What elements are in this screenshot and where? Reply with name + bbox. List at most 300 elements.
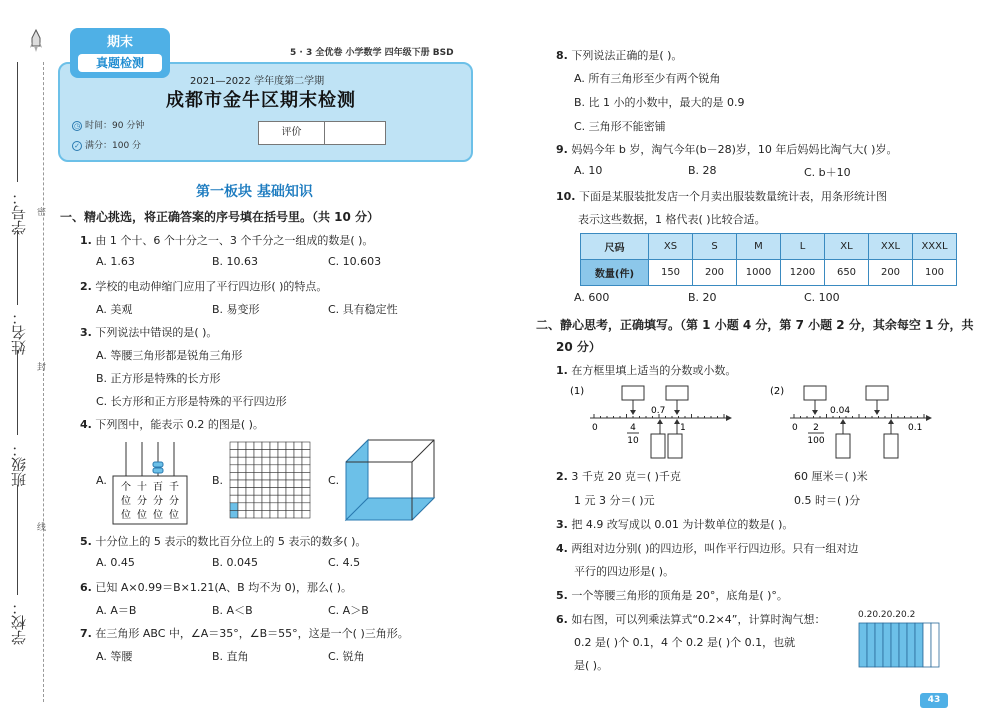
bar-label: 0.2 bbox=[858, 610, 873, 620]
q-num: 7. bbox=[80, 627, 92, 640]
grid-cell bbox=[246, 442, 254, 450]
table-cell: XL bbox=[825, 234, 869, 260]
abacus-bead bbox=[153, 468, 163, 473]
table-row bbox=[581, 234, 957, 260]
cube-figure[interactable] bbox=[344, 438, 436, 522]
question-1-10-cont: 表示这些数据，1 格代表( )比较合适。 bbox=[578, 213, 766, 226]
class-line[interactable] bbox=[17, 350, 18, 435]
abacus-label: 位 bbox=[169, 510, 179, 521]
abacus-label: 位 bbox=[137, 510, 147, 521]
arrow-head bbox=[674, 419, 680, 424]
option-a[interactable]: A. 等腰 bbox=[96, 650, 133, 663]
grid-cell bbox=[246, 495, 254, 503]
grid-cell bbox=[294, 480, 302, 488]
grid-cell bbox=[270, 480, 278, 488]
part1-heading: 一、精心挑选，将正确答案的序号填在括号里。（共 10 分） bbox=[60, 210, 380, 224]
grid-cell bbox=[302, 450, 310, 458]
badge-line1: 期末 bbox=[106, 35, 133, 50]
grid-cell bbox=[286, 465, 294, 473]
grid-cell bbox=[286, 480, 294, 488]
score-info bbox=[72, 138, 141, 151]
grid-cell bbox=[230, 472, 238, 480]
end-label: 0.1 bbox=[908, 423, 923, 433]
grid-cell bbox=[302, 442, 310, 450]
grid-cell bbox=[278, 480, 286, 488]
evaluation-label: 评价 bbox=[259, 122, 325, 144]
school-label: 学校： bbox=[10, 600, 28, 645]
q-text: 十分位上的 5 表示的数比百分位上的 5 表示的数多( )。 bbox=[95, 535, 367, 548]
grid-cell bbox=[230, 503, 238, 511]
grid-cell bbox=[270, 450, 278, 458]
question-1-6 bbox=[80, 579, 352, 595]
arrow-head bbox=[874, 410, 880, 415]
grid-cell bbox=[238, 488, 246, 496]
grid-cell bbox=[246, 457, 254, 465]
grid-cell bbox=[286, 503, 294, 511]
final-exam-badge bbox=[70, 28, 170, 78]
grid-cell bbox=[238, 442, 246, 450]
q-text: 下列图中，能表示 0.2 的图是( )。 bbox=[95, 418, 264, 431]
grid-cell bbox=[278, 503, 286, 511]
section-title: 第一板块 基础知识 bbox=[196, 184, 313, 200]
grid-cell bbox=[294, 442, 302, 450]
q-text: 已知 A×0.99＝B×1.21(A、B 均不为 0)，那么( )。 bbox=[95, 581, 353, 594]
grid-cell bbox=[286, 472, 294, 480]
q-num: 4. bbox=[556, 542, 568, 555]
grid-cell bbox=[294, 457, 302, 465]
q-text: 两组对边分别( )的四边形，叫作平行四边形。只有一组对边 bbox=[571, 542, 859, 555]
question-2-4 bbox=[556, 540, 858, 556]
grid-cell bbox=[238, 472, 246, 480]
option-c[interactable]: C. 100 bbox=[804, 291, 840, 304]
option-c[interactable]: C. 10.603 bbox=[328, 255, 382, 268]
grid-cell bbox=[270, 472, 278, 480]
number-line-arrow bbox=[926, 415, 932, 421]
bar-strip bbox=[899, 623, 907, 667]
grid-cell bbox=[230, 465, 238, 473]
grid-cell bbox=[254, 465, 262, 473]
q-num: 8. bbox=[556, 49, 568, 62]
abacus-label: 位 bbox=[121, 496, 131, 507]
grid-cell bbox=[286, 450, 294, 458]
table-header: 数量(件) bbox=[581, 260, 649, 286]
option-b[interactable]: B. 比 1 小的小数中，最大的是 0.9 bbox=[574, 96, 745, 109]
table-cell: XXXL bbox=[913, 234, 957, 260]
grid-cell bbox=[278, 488, 286, 496]
grid-cell bbox=[246, 480, 254, 488]
bar-strip bbox=[931, 623, 939, 667]
q-num: 3. bbox=[556, 518, 568, 531]
q-text: 3 千克 20 克＝( )千克 bbox=[571, 470, 681, 483]
grid-cell bbox=[286, 457, 294, 465]
q-text: 学校的电动伸缩门应用了平行四边形( )的特点。 bbox=[95, 280, 328, 293]
grid-cell bbox=[246, 472, 254, 480]
grid-cell bbox=[294, 465, 302, 473]
table-cell: 200 bbox=[693, 260, 737, 286]
question-1-7 bbox=[80, 625, 409, 641]
grid-cell bbox=[302, 465, 310, 473]
grid-cell bbox=[262, 495, 270, 503]
bar-strip bbox=[907, 623, 915, 667]
grid-cell bbox=[254, 480, 262, 488]
table-row bbox=[581, 260, 957, 286]
q-num: 6. bbox=[80, 581, 92, 594]
grid-cell bbox=[254, 503, 262, 511]
q-num: 9. bbox=[556, 143, 568, 156]
frac-denominator: 10 bbox=[627, 436, 639, 446]
grid-cell bbox=[262, 510, 270, 518]
abacus-figure[interactable] bbox=[112, 440, 188, 526]
sales-table bbox=[580, 233, 957, 286]
option-c[interactable]: C. bbox=[328, 474, 340, 487]
q-num: 2. bbox=[556, 470, 568, 483]
option-c[interactable]: C. 具有稳定性 bbox=[328, 303, 398, 316]
arrow-head bbox=[888, 419, 894, 424]
grid-cell bbox=[270, 495, 278, 503]
name-line[interactable] bbox=[17, 230, 18, 305]
option-c[interactable]: C. 锐角 bbox=[328, 650, 365, 663]
grid-cell bbox=[270, 488, 278, 496]
option-a[interactable]: A. 等腰三角形都是锐角三角形 bbox=[96, 349, 243, 362]
grid-cell bbox=[262, 472, 270, 480]
grid-cell bbox=[302, 503, 310, 511]
grid-cell bbox=[302, 488, 310, 496]
q-text: 下列说法中错误的是( )。 bbox=[95, 326, 218, 339]
grid-cell bbox=[302, 480, 310, 488]
grid-cell bbox=[294, 488, 302, 496]
q-num: 2. bbox=[80, 280, 92, 293]
table-cell: XXL bbox=[869, 234, 913, 260]
grid-cell bbox=[230, 480, 238, 488]
arrow-head bbox=[840, 419, 846, 424]
class-label: 班级： bbox=[10, 442, 28, 487]
hundred-grid-figure[interactable] bbox=[228, 440, 318, 520]
grid-cell bbox=[238, 495, 246, 503]
number-line-ticks bbox=[790, 414, 932, 421]
answer-box[interactable] bbox=[866, 386, 888, 400]
question-1-10 bbox=[556, 188, 887, 204]
table-cell: S bbox=[693, 234, 737, 260]
abacus-label: 个 bbox=[121, 482, 131, 493]
abacus-label: 千 bbox=[169, 482, 179, 493]
grid-cell bbox=[254, 457, 262, 465]
option-c[interactable]: C. 长方形和正方形是特殊的平行四边形 bbox=[96, 395, 287, 408]
book-meta: 5 · 3 全优卷 小学数学 四年级下册 BSD bbox=[290, 48, 454, 58]
option-a[interactable]: A. bbox=[96, 474, 107, 487]
answer-box[interactable] bbox=[666, 386, 688, 400]
abacus-label: 百 bbox=[153, 482, 163, 493]
question-2-3 bbox=[556, 516, 793, 532]
q-text: 下列说法正确的是( )。 bbox=[571, 49, 683, 62]
q-text: 在三角形 ABC 中，∠A＝35°，∠B＝55°，这是一个( )三角形。 bbox=[95, 627, 409, 640]
grid-cell bbox=[262, 480, 270, 488]
rocket-icon bbox=[30, 30, 42, 52]
question-1-9 bbox=[556, 141, 897, 157]
question-2-2d: 0.5 时＝( )分 bbox=[794, 494, 861, 507]
grid-cell bbox=[262, 465, 270, 473]
grid-cell bbox=[286, 442, 294, 450]
question-2-6-cont: 0.2 是( )个 0.1，4 个 0.2 是( )个 0.1，也就 bbox=[574, 636, 796, 649]
bar-strip bbox=[875, 623, 883, 667]
grid-cell bbox=[246, 450, 254, 458]
grid-cell bbox=[270, 503, 278, 511]
grid-cell bbox=[238, 510, 246, 518]
grid-cell bbox=[254, 472, 262, 480]
question-1-5 bbox=[80, 533, 366, 549]
grid-cell bbox=[254, 488, 262, 496]
grid-cell bbox=[278, 450, 286, 458]
grid-cell bbox=[238, 457, 246, 465]
name-label: 姓名： bbox=[10, 310, 28, 355]
table-cell: 150 bbox=[649, 260, 693, 286]
bar-strip bbox=[891, 623, 899, 667]
option-b[interactable]: B. 正方形是特殊的长方形 bbox=[96, 372, 221, 385]
question-1-3 bbox=[80, 324, 217, 340]
grid-cell bbox=[286, 510, 294, 518]
seal-char-xian: 线 bbox=[37, 523, 47, 533]
grid-cell bbox=[254, 495, 262, 503]
grid-cell bbox=[294, 510, 302, 518]
grid-cell bbox=[302, 510, 310, 518]
evaluation-box[interactable] bbox=[258, 121, 386, 145]
grid-cell bbox=[270, 510, 278, 518]
option-a[interactable]: A. 0.45 bbox=[96, 556, 135, 569]
bar-strip bbox=[867, 623, 875, 667]
exam-title: 成都市金牛区期末检测 bbox=[166, 90, 356, 111]
q-text: 如右图，可以列乘法算式“0.2×4”，计算时淘气想： bbox=[571, 613, 826, 626]
question-2-6 bbox=[556, 611, 825, 627]
grid-cell bbox=[294, 450, 302, 458]
question-1-2 bbox=[80, 278, 327, 294]
grid-cell bbox=[230, 450, 238, 458]
arrow-head bbox=[657, 419, 663, 424]
grid-cell bbox=[230, 495, 238, 503]
grid-cell bbox=[254, 442, 262, 450]
question-1-8 bbox=[556, 47, 682, 63]
option-b[interactable]: B. 易变形 bbox=[212, 303, 260, 316]
mark-label: 0.7 bbox=[651, 406, 666, 416]
abacus-label: 位 bbox=[153, 510, 163, 521]
grid-cell bbox=[286, 495, 294, 503]
abacus-label: 分 bbox=[137, 496, 147, 507]
option-b[interactable]: B. 10.63 bbox=[212, 255, 259, 268]
q-num: 5. bbox=[80, 535, 92, 548]
frac-numerator: 4 bbox=[630, 423, 636, 433]
answer-box[interactable] bbox=[804, 386, 826, 400]
grid-cell bbox=[278, 510, 286, 518]
question-1-4 bbox=[80, 416, 264, 432]
grid-cell bbox=[302, 472, 310, 480]
time-text: 时间：90 分钟 bbox=[85, 121, 145, 131]
grid-cell bbox=[270, 457, 278, 465]
q-num: 1. bbox=[556, 364, 568, 377]
option-c[interactable]: C. A＞B bbox=[328, 604, 369, 617]
table-cell: 1000 bbox=[737, 260, 781, 286]
clock-icon: ◷ bbox=[73, 122, 81, 130]
q-num: 1. bbox=[80, 234, 92, 247]
grid-cell bbox=[246, 503, 254, 511]
option-a[interactable]: A. A＝B bbox=[96, 604, 137, 617]
answer-box[interactable] bbox=[622, 386, 644, 400]
answer-box[interactable] bbox=[668, 434, 682, 458]
grid-cell bbox=[278, 495, 286, 503]
arrow-head bbox=[630, 410, 636, 415]
option-b[interactable]: B. bbox=[212, 474, 224, 487]
q-num: 6. bbox=[556, 613, 568, 626]
q-num: 4. bbox=[80, 418, 92, 431]
time-info bbox=[72, 118, 144, 131]
grid-cell bbox=[230, 488, 238, 496]
table-cell: 100 bbox=[913, 260, 957, 286]
table-cell: 200 bbox=[869, 260, 913, 286]
frac-denominator: 100 bbox=[807, 436, 825, 446]
seal-char-mi: 密 bbox=[37, 208, 47, 218]
question-2-6-cont2: 是( )。 bbox=[574, 659, 609, 672]
school-line[interactable] bbox=[17, 485, 18, 595]
bar-strip bbox=[883, 623, 891, 667]
grid-cell bbox=[246, 465, 254, 473]
zero-label: 0 bbox=[592, 423, 598, 433]
grid-cell bbox=[238, 480, 246, 488]
grid-cell bbox=[262, 503, 270, 511]
student-id-label: 学号： bbox=[10, 190, 28, 235]
question-2-4-cont: 平行的四边形是( )。 bbox=[574, 565, 675, 578]
table-cell: M bbox=[737, 234, 781, 260]
table-header: 尺码 bbox=[581, 234, 649, 260]
grid-cell bbox=[254, 450, 262, 458]
option-c[interactable]: C. 三角形不能密铺 bbox=[574, 120, 666, 133]
option-b[interactable]: B. A＜B bbox=[212, 604, 253, 617]
grid-cell bbox=[294, 472, 302, 480]
grid-cell bbox=[278, 465, 286, 473]
option-b[interactable]: B. 0.045 bbox=[212, 556, 259, 569]
question-2-2b: 60 厘米＝( )米 bbox=[794, 470, 868, 483]
option-a[interactable]: A. 1.63 bbox=[96, 255, 135, 268]
option-a[interactable]: A. 所有三角形至少有两个锐角 bbox=[574, 72, 721, 85]
table-cell: XS bbox=[649, 234, 693, 260]
grid-cell bbox=[230, 442, 238, 450]
grid-cell bbox=[238, 503, 246, 511]
table-cell: 650 bbox=[825, 260, 869, 286]
option-a[interactable]: A. 美观 bbox=[96, 303, 133, 316]
grid-cell bbox=[262, 488, 270, 496]
grid-cell bbox=[270, 442, 278, 450]
question-2-2a bbox=[556, 468, 681, 484]
check-icon: ✓ bbox=[72, 141, 82, 151]
abacus-label: 分 bbox=[169, 496, 179, 507]
bar-label: 0.2 bbox=[900, 610, 916, 620]
decimal-bar-figure[interactable] bbox=[858, 622, 940, 670]
q-text: 一个等腰三角形的顶角是 20°，底角是( )°。 bbox=[571, 589, 788, 602]
option-c[interactable]: C. 4.5 bbox=[328, 556, 361, 569]
seal-char-feng: 封 bbox=[37, 363, 47, 373]
option-b[interactable]: B. 直角 bbox=[212, 650, 249, 663]
answer-box[interactable] bbox=[651, 434, 665, 458]
option-a[interactable]: A. 600 bbox=[574, 291, 610, 304]
table-cell: 1200 bbox=[781, 260, 825, 286]
arrow-head bbox=[674, 410, 680, 415]
abacus-label: 十 bbox=[137, 482, 147, 493]
number-line-arrow bbox=[726, 415, 732, 421]
grid-cell bbox=[278, 457, 286, 465]
grid-cell bbox=[262, 457, 270, 465]
grid-cell bbox=[262, 450, 270, 458]
grid-cell bbox=[246, 510, 254, 518]
bar-label: 0.2 bbox=[872, 610, 887, 620]
student-id-line[interactable] bbox=[17, 62, 18, 182]
arrow-head bbox=[812, 410, 818, 415]
grid-cell bbox=[254, 510, 262, 518]
grid-cell bbox=[294, 495, 302, 503]
grid-cell bbox=[294, 503, 302, 511]
q-text: 把 4.9 改写成以 0.01 为计数单位的数是( )。 bbox=[571, 518, 794, 531]
answer-box[interactable] bbox=[884, 434, 898, 458]
part2-heading-cont: 20 分） bbox=[556, 340, 601, 354]
bar-strip bbox=[859, 623, 867, 667]
grid-cell bbox=[302, 495, 310, 503]
question-2-1 bbox=[556, 362, 736, 378]
q-text: 下面是某服装批发店一个月卖出服装数量统计表，用条形统计图 bbox=[579, 190, 887, 203]
grid-cell bbox=[230, 510, 238, 518]
bar-strip bbox=[923, 623, 931, 667]
bar-labels bbox=[858, 610, 915, 620]
grid-cell bbox=[262, 442, 270, 450]
score-text: 满分：100 分 bbox=[85, 141, 142, 151]
zero-label: 0 bbox=[792, 423, 798, 433]
question-2-2c: 1 元 3 分＝( )元 bbox=[574, 494, 655, 507]
school-year: 2021—2022 学年度第二学期 bbox=[190, 76, 325, 87]
abacus-bead bbox=[153, 462, 163, 467]
grid-cell bbox=[246, 488, 254, 496]
answer-box[interactable] bbox=[836, 434, 850, 458]
option-a[interactable]: A. 10 bbox=[574, 164, 603, 177]
grid-cell bbox=[302, 457, 310, 465]
question-1-1 bbox=[80, 232, 373, 248]
q-num: 3. bbox=[80, 326, 92, 339]
number-line-label: (1) bbox=[570, 386, 585, 397]
table-cell: L bbox=[781, 234, 825, 260]
frac-numerator: 2 bbox=[813, 423, 819, 433]
grid-cell bbox=[286, 488, 294, 496]
grid-cell bbox=[238, 450, 246, 458]
bar-label: 0.2 bbox=[886, 610, 901, 620]
grid-cell bbox=[270, 465, 278, 473]
one-label: 1 bbox=[680, 423, 686, 433]
binding-dashed-line bbox=[43, 62, 44, 702]
bar-strip bbox=[915, 623, 923, 667]
grid-cell bbox=[238, 465, 246, 473]
q-text: 妈妈今年 b 岁，淘气今年(b－28)岁，10 年后妈妈比淘气大( )岁。 bbox=[571, 143, 898, 156]
q-num: 5. bbox=[556, 589, 568, 602]
q-num: 10. bbox=[556, 190, 576, 203]
abacus-label: 位 bbox=[121, 510, 131, 521]
page-number: 43 bbox=[920, 693, 948, 708]
q-text: 在方框里填上适当的分数或小数。 bbox=[571, 364, 737, 377]
part2-heading: 二、静心思考，正确填写。（第 1 小题 4 分，第 7 小题 2 分，其余每空 1 分，共 bbox=[536, 318, 974, 332]
question-2-5 bbox=[556, 587, 788, 603]
option-c[interactable]: C. b＋10 bbox=[804, 166, 851, 179]
grid-cell bbox=[278, 442, 286, 450]
option-b[interactable]: B. 28 bbox=[688, 164, 717, 177]
grid-cell bbox=[230, 457, 238, 465]
badge-line2: 真题检测 bbox=[78, 54, 162, 72]
mark-label: 0.04 bbox=[830, 406, 851, 416]
number-line-label: (2) bbox=[770, 386, 785, 397]
abacus-label: 分 bbox=[153, 496, 163, 507]
grid-cell bbox=[278, 472, 286, 480]
q-text: 由 1 个十、6 个十分之一、3 个千分之一组成的数是( )。 bbox=[95, 234, 374, 247]
option-b[interactable]: B. 20 bbox=[688, 291, 717, 304]
